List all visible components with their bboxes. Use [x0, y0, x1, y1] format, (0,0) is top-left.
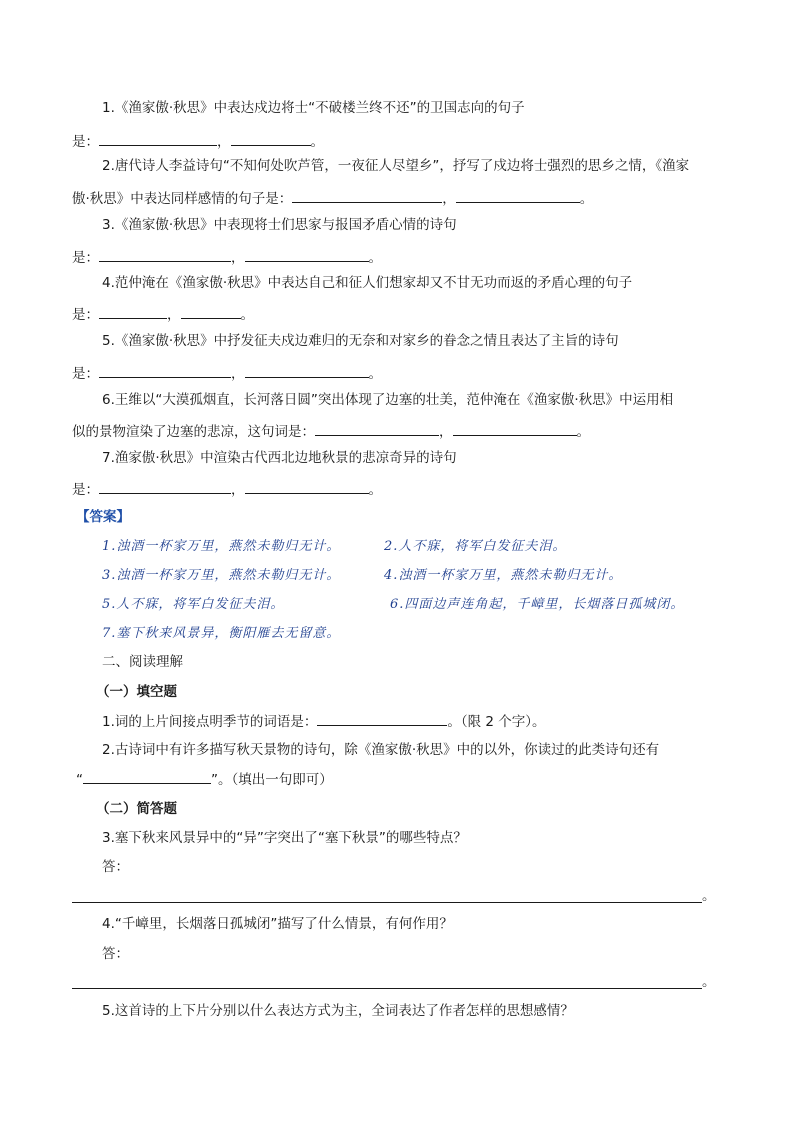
answer-label: 答： [102, 946, 129, 962]
answer-blank[interactable] [99, 247, 231, 262]
answer-blank[interactable] [456, 188, 580, 203]
answer-period: 。 [702, 974, 716, 990]
answer-blank[interactable] [245, 479, 369, 494]
reading-q4: 4.“千嶂里，长烟落日孤城闭”描写了什么情景，有何作用？ [102, 916, 453, 932]
answer-blank[interactable] [453, 421, 577, 436]
question-6-answer-line: 似的景物渲染了边塞的悲凉，这句词是： ， 。 [72, 421, 590, 442]
question-3-answer-line: 是： ， 。 [72, 247, 382, 268]
part2-title: （二）简答题 [96, 801, 177, 817]
answer-line[interactable] [72, 902, 702, 903]
answer-blank[interactable] [99, 304, 167, 319]
answer-blank[interactable] [315, 421, 439, 436]
question-3-text: 3.《渔家傲·秋思》中表现将士们思家与报国矛盾心情的诗句 [102, 217, 457, 233]
answer-blank[interactable] [317, 711, 447, 726]
question-4-text: 4.范仲淹在《渔家傲·秋思》中表达自己和征人们想家却又不甘无功而返的矛盾心理的句子 [102, 275, 633, 291]
answer-7: 7.塞下秋来风景异，衡阳雁去无留意。 [102, 626, 341, 641]
question-4-answer-line: 是： ， 。 [72, 304, 254, 325]
part1-title: （一）填空题 [96, 684, 177, 700]
question-5-text: 5.《渔家傲·秋思》中抒发征夫戍边难归的无奈和对家乡的眷念之情且表达了主旨的诗句 [102, 333, 619, 349]
question-1-text: 1.《渔家傲·秋思》中表达戍边将士“不破楼兰终不还”的卫国志向的句子 [102, 100, 525, 116]
question-6-text: 6.王维以“大漠孤烟直，长河落日圆”突出体现了边塞的壮美，范仲淹在《渔家傲·秋思》中运用相 [102, 392, 674, 408]
reading-q2-answer-line: “ ”。（填出一句即可） [76, 769, 333, 790]
section-title: 二、阅读理解 [102, 654, 183, 670]
answer-blank[interactable] [99, 363, 231, 378]
reading-q3: 3.塞下秋来风景异中的“异”字突出了“塞下秋景”的哪些特点？ [102, 830, 467, 846]
question-5-answer-line: 是： ， 。 [72, 363, 382, 384]
answer-blank[interactable] [99, 479, 231, 494]
answer-5: 5.人不寐，将军白发征夫泪。 [102, 597, 285, 612]
answer-blank[interactable] [231, 131, 311, 146]
answer-blank[interactable] [181, 304, 241, 319]
question-7-answer-line: 是： ， 。 [72, 479, 382, 500]
question-2-answer-line: 傲·秋思》中表达同样感情的句子是： ， 。 [72, 188, 593, 209]
answer-blank[interactable] [245, 247, 369, 262]
reading-q1: 1.词的上片间接点明季节的词语是： 。（限 2 个字）。 [102, 711, 546, 732]
reading-q5: 5.这首诗的上下片分别以什么表达方式为主，全词表达了作者怎样的思想感情？ [102, 1003, 574, 1019]
question-2-text: 2.唐代诗人李益诗句“不知何处吹芦管，一夜征人尽望乡”，抒写了戍边将士强烈的思乡之情，《渔家 [102, 158, 690, 174]
answer-blank[interactable] [83, 769, 211, 784]
answer-label: 答： [102, 859, 129, 875]
answer-6: 6.四面边声连角起，千嶂里，长烟落日孤城闭。 [390, 597, 685, 612]
answer-blank[interactable] [292, 188, 442, 203]
question-1-answer-line: 是： ， 。 [72, 131, 324, 152]
answer-blank[interactable] [99, 131, 217, 146]
answer-blank[interactable] [245, 363, 369, 378]
answer-4: 4.浊酒一杯家万里，燕然未勒归无计。 [384, 568, 623, 583]
answer-3: 3.浊酒一杯家万里，燕然未勒归无计。 [102, 568, 341, 583]
reading-q2-text: 2.古诗词中有许多描写秋天景物的诗句，除《渔家傲·秋思》中的以外，你读过的此类诗句还有 [102, 742, 660, 758]
answer-1: 1.浊酒一杯家万里，燕然未勒归无计。 [102, 539, 341, 554]
answer-header: 【答案】 [76, 509, 130, 525]
answer-2: 2.人不寐，将军白发征夫泪。 [384, 539, 567, 554]
answer-period: 。 [702, 888, 716, 904]
question-7-text: 7.渔家傲·秋思》中渲染古代西北边地秋景的悲凉奇异的诗句 [102, 450, 457, 466]
answer-line[interactable] [72, 988, 702, 989]
